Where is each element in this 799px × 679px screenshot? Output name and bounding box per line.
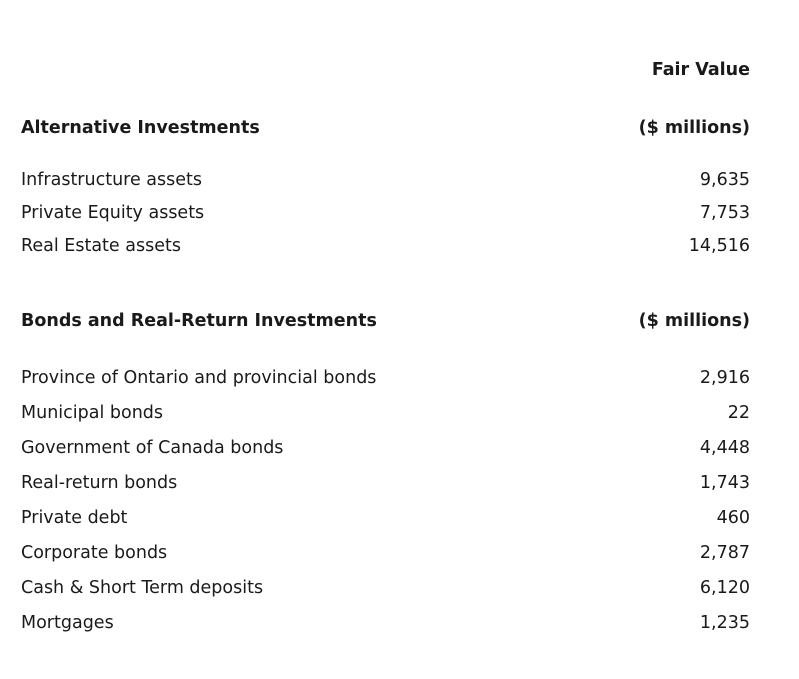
bonds-unit: ($ millions)	[638, 311, 750, 331]
table-row	[21, 401, 750, 425]
table-row	[21, 541, 750, 565]
row-value: 22	[727, 403, 750, 423]
row-value: 4,448	[699, 438, 750, 458]
row-label: Real-return bonds	[21, 473, 178, 493]
row-value: 6,120	[699, 578, 750, 598]
alternative-investments-header-row	[21, 116, 750, 140]
table-row	[21, 611, 750, 635]
row-value: 14,516	[688, 236, 750, 256]
row-value: 1,743	[699, 473, 750, 493]
bonds-header-row	[21, 309, 750, 333]
row-value: 7,753	[699, 203, 750, 223]
row-label: Municipal bonds	[21, 403, 164, 423]
row-value: 2,787	[699, 543, 750, 563]
table-row	[21, 506, 750, 530]
table-row	[21, 201, 750, 225]
table-row	[21, 436, 750, 460]
row-label: Province of Ontario and provincial bonds	[21, 368, 377, 388]
alternative-investments-title: Alternative Investments	[21, 118, 260, 138]
row-value: 1,235	[699, 613, 750, 633]
alternative-investments-unit: ($ millions)	[638, 118, 750, 138]
row-label: Private Equity assets	[21, 203, 205, 223]
bonds-title: Bonds and Real-Return Investments	[21, 311, 377, 331]
row-value: 2,916	[699, 368, 750, 388]
row-label: Cash & Short Term deposits	[21, 578, 264, 598]
row-label: Real Estate assets	[21, 236, 181, 256]
row-label: Government of Canada bonds	[21, 438, 284, 458]
row-value: 460	[716, 508, 750, 528]
row-label: Mortgages	[21, 613, 114, 633]
fair-value-column-header: Fair Value	[651, 60, 750, 80]
row-label: Private debt	[21, 508, 128, 528]
table-row	[21, 234, 750, 258]
row-label: Corporate bonds	[21, 543, 168, 563]
table-row	[21, 168, 750, 192]
row-value: 9,635	[699, 170, 750, 190]
table-row	[21, 471, 750, 495]
table-row	[21, 366, 750, 390]
table-row	[21, 576, 750, 600]
row-label: Infrastructure assets	[21, 170, 203, 190]
